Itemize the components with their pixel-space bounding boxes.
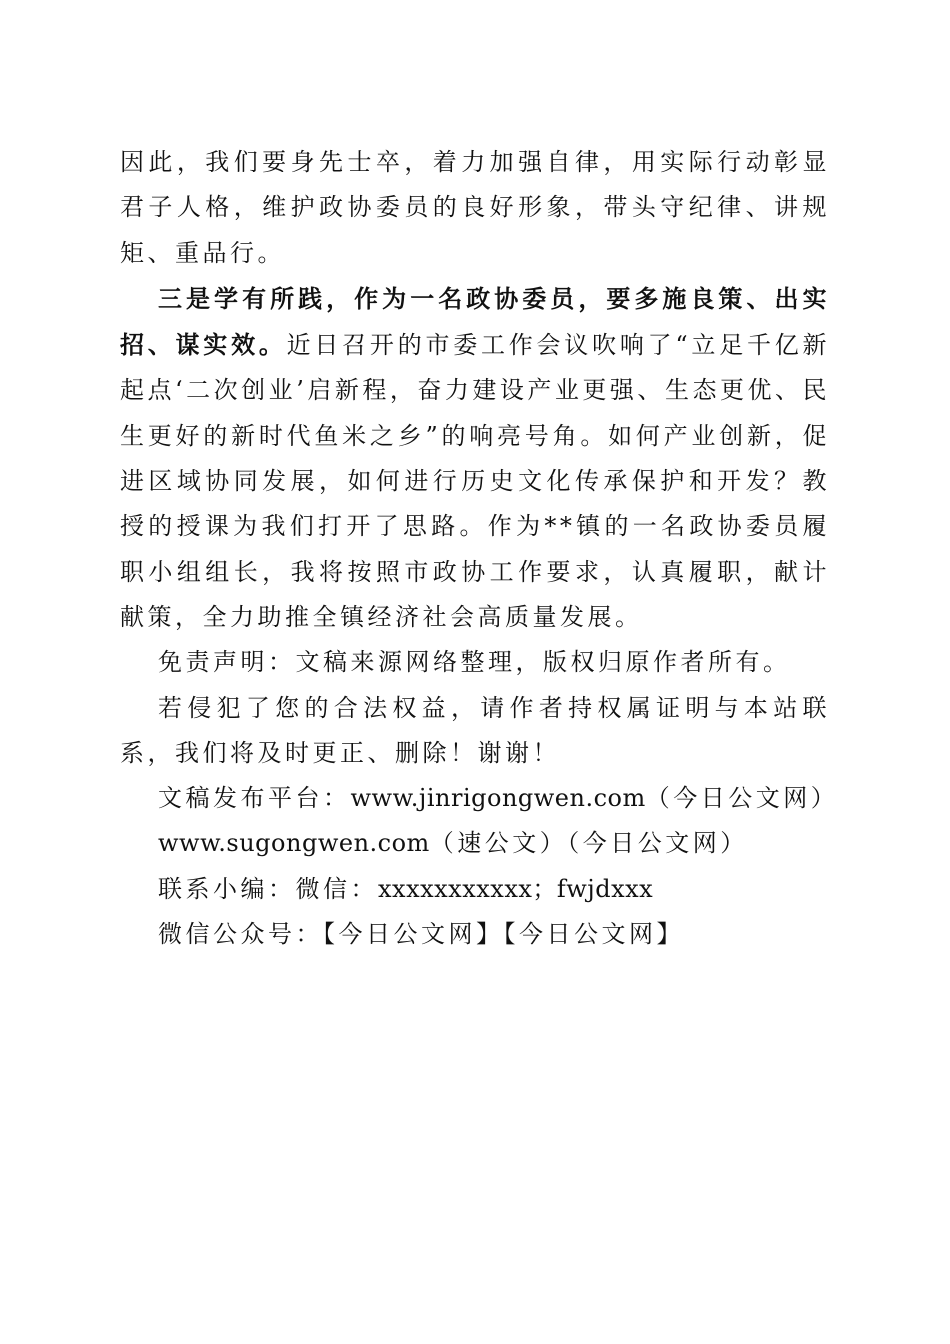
paragraph-lead-sentence: 三是学有所践，作为一名政协委员，要多施良策、出实招、谋实效。 (120, 283, 830, 360)
site2-names: （速公文）（今日公文网） (429, 829, 748, 858)
wechat-value: 【今日公文网】【今日公文网】 (323, 920, 684, 949)
site2-url: www.sugongwen.com (158, 829, 430, 858)
contact-line (120, 867, 830, 912)
paragraph-conclusion: 因此，我们要身先士卒，着力加强自律，用实际行动彰显君子人格，维护政协委员的良好形象，带头守纪律、讲规矩、重品行。 (120, 148, 830, 267)
platform-label: 文稿发布平台： (158, 784, 351, 813)
site2-line (120, 821, 830, 866)
wechat-label: 微信公众号： (158, 920, 323, 949)
contact-label: 联系小编：微信： (158, 874, 378, 903)
paragraph-point-three (120, 276, 830, 640)
platform-name: （今日公文网） (645, 784, 839, 813)
document-body (120, 140, 839, 957)
infringement-notice: 若侵犯了您的合法权益，请作者持权属证明与本站联系，我们将及时更正、删除！谢谢！ (120, 693, 830, 767)
platform-line (120, 776, 839, 821)
wechat-line (120, 912, 830, 957)
platform-url: www.jinrigongwen.com (350, 784, 646, 813)
disclaimer-text: 免责声明：文稿来源网络整理，版权归原作者所有。 (158, 648, 791, 677)
paragraph-body: 近日召开的市委工作会议吹响了“立足千亿新起点‘二次创业’启新程，奋力建设产业更强、生态更优、民生更好的新时代鱼米之乡”的响亮号角。如何产业创新，促进区域协同发展，如何进行历史文化传承保护和开发？教授的授课为我们打开了思路。作为**镇的一名政协委员履职小组组长，我将按照市政协工作要求，认真履职，献计献策，全力助推全镇经济社会高质量发展。 (120, 331, 830, 631)
contact-value: xxxxxxxxxxx；fwjdxxx (378, 874, 654, 903)
